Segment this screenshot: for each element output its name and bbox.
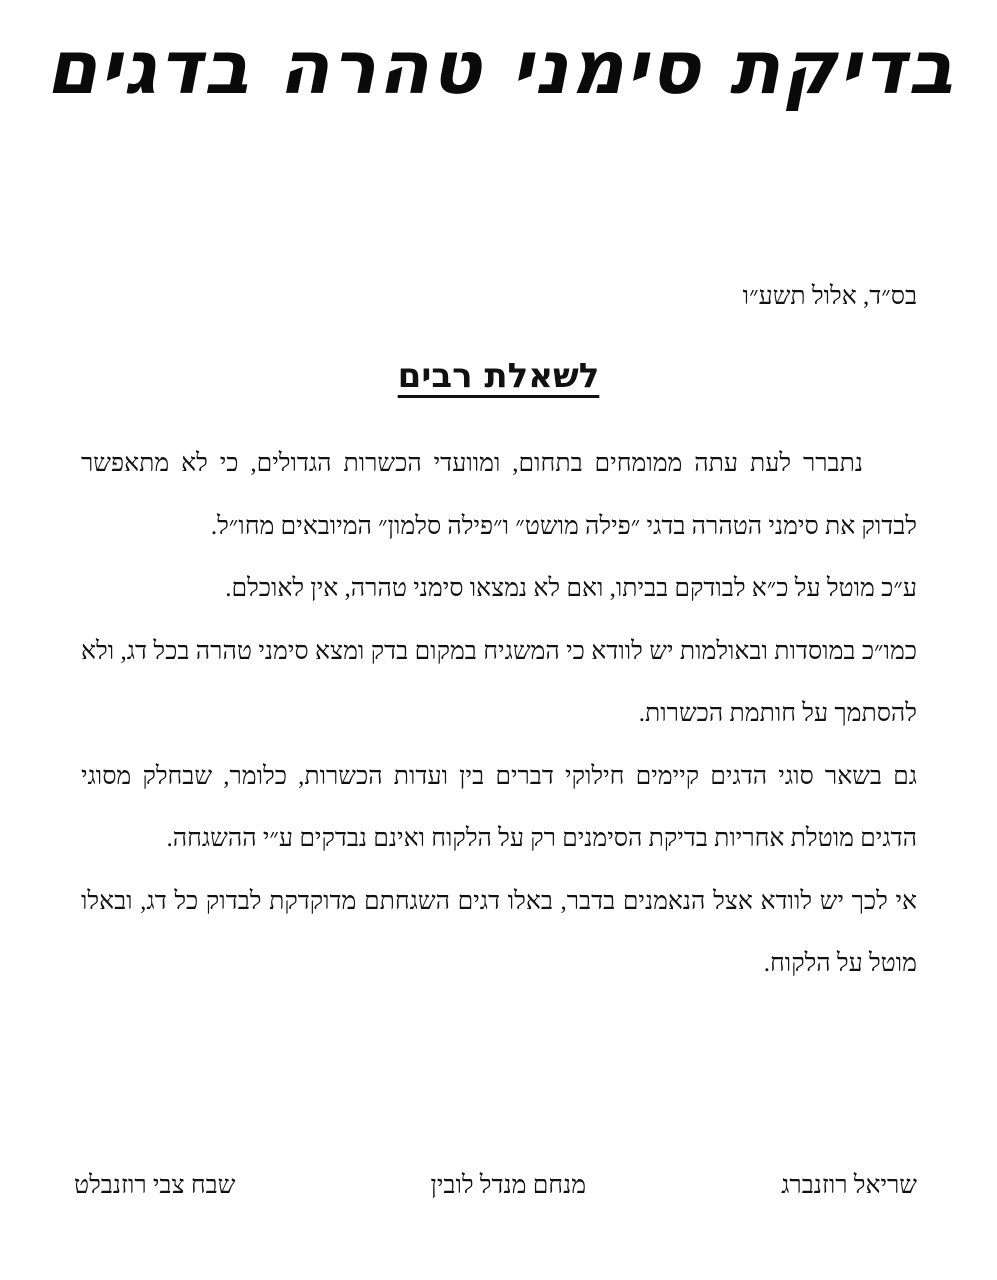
signature-1: שריאל רוזנברג	[781, 1172, 917, 1199]
subtitle-text: לשאלת רבים	[397, 356, 600, 396]
signature-2: מנחם מנדל לובין	[430, 1172, 587, 1199]
paragraph-5: אי לכך יש לוודא אצל הנאמנים בדבר, באלו דגים השגחתם מדוקדקת לבדוק כל דג, ובאלו מוטל על הלקוח.	[81, 887, 917, 977]
paragraph-4: גם בשאר סוגי הדגים קיימים חילוקי דברים בין ועדות הכשרות, כלומר, שבחלק מסוגי הדגים מוטלת אחריות בדיקת הסימנים רק על הלקוח ואינם נבדקים ע״י ההשגחה.	[81, 762, 917, 852]
paragraph-2: ע״כ מוטל על כ״א לבודקם בביתו, ואם לא נמצאו סימני טהרה, אין לאוכלם.	[225, 575, 917, 602]
document-body	[81, 433, 917, 996]
signatures-row	[74, 1166, 917, 1206]
document-subtitle	[0, 350, 997, 402]
date-line: בס״ד, אלול תשע״ו	[742, 283, 917, 310]
document-title: בדיקת סימני טהרה בדגים	[45, 25, 956, 111]
paragraph-1: נתברר לעת עתה ממומחים בתחום, ומוועדי הכשרות הגדולים, כי לא מתאפשר לבדוק את סימני הטהרה בדגי ״פילה מושט״ ו״פילה סלמון״ המיובאים מחו״ל.	[81, 450, 917, 540]
paragraph-3: כמו״כ במוסדות ובאולמות יש לוודא כי המשגיח במקום בדק ומצא סימני טהרה בכל דג, ולא להסתמך על חותמת הכשרות.	[81, 637, 917, 727]
signature-3: שבח צבי רוזנבלט	[74, 1172, 236, 1199]
